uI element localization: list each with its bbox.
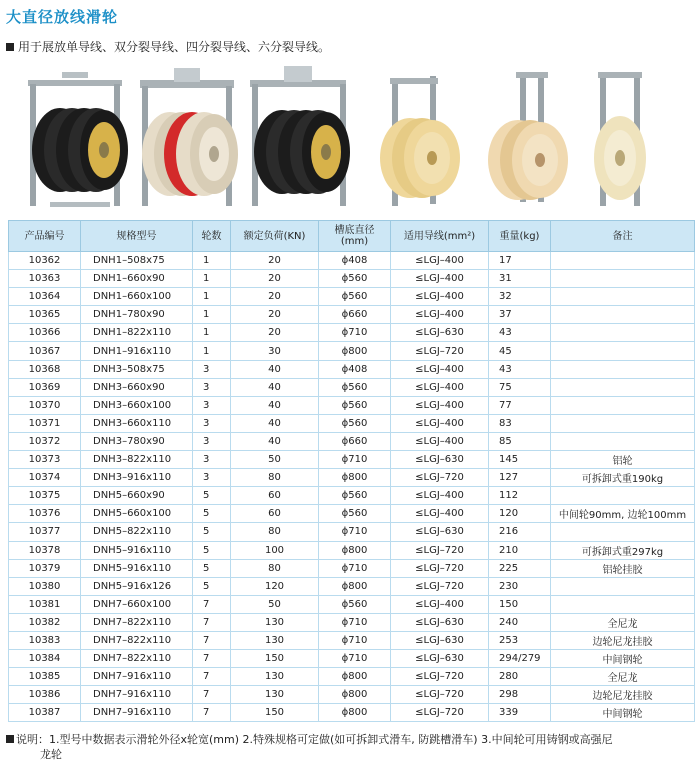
- cell-groove-diameter: ϕ560: [319, 487, 391, 505]
- cell-weight: 210: [489, 541, 551, 559]
- table-row: [9, 342, 695, 360]
- cell-wheel-count: 5: [193, 487, 231, 505]
- cell-wheel-count: 7: [193, 686, 231, 704]
- cell-remarks: [551, 342, 695, 360]
- cell-weight: 150: [489, 595, 551, 613]
- cell-remarks: [551, 595, 695, 613]
- cell-rated-load: 80: [231, 559, 319, 577]
- cell-product-no: 10362: [9, 252, 81, 270]
- cell-conductor: ≤LGJ–400: [391, 414, 489, 432]
- cell-rated-load: 20: [231, 306, 319, 324]
- cell-weight: 339: [489, 704, 551, 722]
- cell-remarks: [551, 523, 695, 541]
- cell-weight: 145: [489, 451, 551, 469]
- cell-remarks: [551, 396, 695, 414]
- spec-table-body: [9, 252, 695, 722]
- wheels-icon: [488, 120, 568, 200]
- cell-product-no: 10386: [9, 686, 81, 704]
- cell-groove-diameter: ϕ560: [319, 595, 391, 613]
- cell-wheel-count: 7: [193, 704, 231, 722]
- cell-wheel-count: 3: [193, 432, 231, 450]
- cell-remarks: [551, 306, 695, 324]
- cell-remarks: [551, 432, 695, 450]
- cell-product-no: 10384: [9, 650, 81, 668]
- wheels-icon: [594, 116, 646, 200]
- cell-weight: 280: [489, 668, 551, 686]
- table-row: [9, 270, 695, 288]
- cell-rated-load: 130: [231, 613, 319, 631]
- cell-wheel-count: 1: [193, 324, 231, 342]
- cell-groove-diameter: ϕ800: [319, 577, 391, 595]
- table-row: [9, 523, 695, 541]
- cell-model: DNH3–508x75: [81, 360, 193, 378]
- wheels-icon: [380, 118, 460, 198]
- cell-product-no: 10385: [9, 668, 81, 686]
- cell-product-no: 10374: [9, 469, 81, 487]
- cell-groove-diameter: ϕ660: [319, 306, 391, 324]
- cell-rated-load: 130: [231, 686, 319, 704]
- cell-product-no: 10364: [9, 288, 81, 306]
- cell-conductor: ≤LGJ–400: [391, 432, 489, 450]
- cell-conductor: ≤LGJ–720: [391, 686, 489, 704]
- cell-remarks: 中间轮90mm, 边轮100mm: [551, 505, 695, 523]
- cell-wheel-count: 5: [193, 523, 231, 541]
- cell-weight: 225: [489, 559, 551, 577]
- cell-product-no: 10381: [9, 595, 81, 613]
- cell-wheel-count: 5: [193, 559, 231, 577]
- cell-product-no: 10373: [9, 451, 81, 469]
- cell-rated-load: 30: [231, 342, 319, 360]
- cell-rated-load: 130: [231, 631, 319, 649]
- notes-line-1: 说明：1.型号中数据表示滑轮外径x轮宽(mm) 2.特殊规格可定做(如可拆卸式滑车, 防跳槽滑车) 3.中间轮可用铸钢或高强尼: [6, 732, 694, 747]
- cell-wheel-count: 5: [193, 541, 231, 559]
- cell-conductor: ≤LGJ–630: [391, 631, 489, 649]
- cell-weight: 112: [489, 487, 551, 505]
- pulley-photo-3: [244, 62, 354, 217]
- cell-groove-diameter: ϕ710: [319, 631, 391, 649]
- cell-conductor: ≤LGJ–400: [391, 306, 489, 324]
- product-photos: [20, 62, 680, 217]
- cell-remarks: 铝轮挂胶: [551, 559, 695, 577]
- table-row: [9, 650, 695, 668]
- cell-weight: 45: [489, 342, 551, 360]
- header-groove-diameter: 槽底直径 (mm): [319, 221, 391, 252]
- cell-model: DNH1–822x110: [81, 324, 193, 342]
- table-row: [9, 306, 695, 324]
- cell-rated-load: 60: [231, 487, 319, 505]
- cell-conductor: ≤LGJ–400: [391, 378, 489, 396]
- cell-weight: 294/279: [489, 650, 551, 668]
- cell-product-no: 10387: [9, 704, 81, 722]
- cell-wheel-count: 7: [193, 650, 231, 668]
- cell-rated-load: 40: [231, 360, 319, 378]
- table-row: [9, 288, 695, 306]
- cell-rated-load: 100: [231, 541, 319, 559]
- cell-remarks: 全尼龙: [551, 613, 695, 631]
- cell-rated-load: 80: [231, 523, 319, 541]
- cell-conductor: ≤LGJ–400: [391, 288, 489, 306]
- cell-rated-load: 40: [231, 414, 319, 432]
- cell-weight: 253: [489, 631, 551, 649]
- cell-rated-load: 40: [231, 378, 319, 396]
- notes-line-2: 龙轮: [40, 748, 62, 761]
- bullet-square-icon: [6, 735, 14, 743]
- table-row: [9, 613, 695, 631]
- cell-wheel-count: 7: [193, 631, 231, 649]
- cell-groove-diameter: ϕ800: [319, 342, 391, 360]
- cell-conductor: ≤LGJ–400: [391, 396, 489, 414]
- cell-conductor: ≤LGJ–630: [391, 451, 489, 469]
- cell-conductor: ≤LGJ–720: [391, 577, 489, 595]
- cell-rated-load: 40: [231, 396, 319, 414]
- notes: [6, 732, 694, 762]
- cell-model: DNH5–916x110: [81, 541, 193, 559]
- cell-remarks: [551, 270, 695, 288]
- cell-wheel-count: 3: [193, 360, 231, 378]
- cell-groove-diameter: ϕ710: [319, 324, 391, 342]
- cell-wheel-count: 5: [193, 577, 231, 595]
- header-rated-load: 额定负荷(KN): [231, 221, 319, 252]
- header-conductor: 适用导线(mm²): [391, 221, 489, 252]
- cell-weight: 37: [489, 306, 551, 324]
- table-row: [9, 396, 695, 414]
- cell-remarks: 全尼龙: [551, 668, 695, 686]
- cell-model: DNH3–660x100: [81, 396, 193, 414]
- cell-remarks: 可拆卸式重297kg: [551, 541, 695, 559]
- cell-conductor: ≤LGJ–720: [391, 342, 489, 360]
- cell-product-no: 10366: [9, 324, 81, 342]
- cell-model: DNH7–822x110: [81, 613, 193, 631]
- cell-model: DNH3–916x110: [81, 469, 193, 487]
- cell-remarks: 铝轮: [551, 451, 695, 469]
- cell-wheel-count: 7: [193, 595, 231, 613]
- cell-conductor: ≤LGJ–400: [391, 595, 489, 613]
- wheels-icon: [32, 108, 128, 192]
- cell-product-no: 10376: [9, 505, 81, 523]
- cell-model: DNH1–916x110: [81, 342, 193, 360]
- cell-conductor: ≤LGJ–630: [391, 324, 489, 342]
- cell-wheel-count: 3: [193, 396, 231, 414]
- pulley-photo-6: [572, 62, 682, 217]
- wheels-icon: [254, 110, 350, 194]
- cell-wheel-count: 7: [193, 668, 231, 686]
- subtitle: [6, 38, 330, 55]
- cell-rated-load: 130: [231, 668, 319, 686]
- cell-weight: 17: [489, 252, 551, 270]
- cell-rated-load: 20: [231, 324, 319, 342]
- cell-weight: 31: [489, 270, 551, 288]
- cell-wheel-count: 1: [193, 252, 231, 270]
- table-row: [9, 469, 695, 487]
- cell-wheel-count: 7: [193, 613, 231, 631]
- cell-conductor: ≤LGJ–400: [391, 487, 489, 505]
- cell-product-no: 10372: [9, 432, 81, 450]
- cell-wheel-count: 3: [193, 378, 231, 396]
- header-model: 规格型号: [81, 221, 193, 252]
- cell-wheel-count: 1: [193, 342, 231, 360]
- cell-groove-diameter: ϕ560: [319, 378, 391, 396]
- table-row: [9, 505, 695, 523]
- cell-product-no: 10363: [9, 270, 81, 288]
- cell-model: DNH1–508x75: [81, 252, 193, 270]
- cell-weight: 216: [489, 523, 551, 541]
- table-row: [9, 559, 695, 577]
- cell-conductor: ≤LGJ–630: [391, 523, 489, 541]
- cell-product-no: 10369: [9, 378, 81, 396]
- table-header-row: [9, 221, 695, 252]
- cell-remarks: 边轮尼龙挂胶: [551, 686, 695, 704]
- cell-weight: 240: [489, 613, 551, 631]
- cell-groove-diameter: ϕ710: [319, 523, 391, 541]
- bullet-square-icon: [6, 43, 14, 51]
- cell-groove-diameter: ϕ710: [319, 559, 391, 577]
- cell-conductor: ≤LGJ–720: [391, 469, 489, 487]
- cell-remarks: [551, 577, 695, 595]
- cell-product-no: 10380: [9, 577, 81, 595]
- header-weight: 重量(kg): [489, 221, 551, 252]
- table-row: [9, 631, 695, 649]
- cell-groove-diameter: ϕ800: [319, 704, 391, 722]
- subtitle-text: 用于展放单导线、双分裂导线、四分裂导线、六分裂导线。: [18, 40, 331, 54]
- cell-conductor: ≤LGJ–720: [391, 541, 489, 559]
- cell-groove-diameter: ϕ800: [319, 668, 391, 686]
- cell-product-no: 10365: [9, 306, 81, 324]
- cell-conductor: ≤LGJ–720: [391, 704, 489, 722]
- cell-wheel-count: 3: [193, 469, 231, 487]
- cell-groove-diameter: ϕ800: [319, 541, 391, 559]
- cell-weight: 120: [489, 505, 551, 523]
- cell-rated-load: 50: [231, 595, 319, 613]
- cell-product-no: 10370: [9, 396, 81, 414]
- cell-weight: 43: [489, 360, 551, 378]
- table-row: [9, 686, 695, 704]
- cell-weight: 77: [489, 396, 551, 414]
- cell-weight: 85: [489, 432, 551, 450]
- cell-product-no: 10379: [9, 559, 81, 577]
- cell-groove-diameter: ϕ560: [319, 288, 391, 306]
- table-row: [9, 324, 695, 342]
- cell-remarks: [551, 288, 695, 306]
- cell-model: DNH7–916x110: [81, 686, 193, 704]
- cell-model: DNH7–822x110: [81, 631, 193, 649]
- cell-model: DNH5–660x100: [81, 505, 193, 523]
- page-title: 大直径放线滑轮: [6, 8, 119, 26]
- pulley-photo-4: [362, 62, 472, 217]
- cell-groove-diameter: ϕ710: [319, 451, 391, 469]
- cell-conductor: ≤LGJ–400: [391, 270, 489, 288]
- cell-wheel-count: 1: [193, 306, 231, 324]
- cell-groove-diameter: ϕ710: [319, 650, 391, 668]
- table-row: [9, 541, 695, 559]
- table-row: [9, 451, 695, 469]
- cell-groove-diameter: ϕ560: [319, 414, 391, 432]
- cell-product-no: 10371: [9, 414, 81, 432]
- cell-conductor: ≤LGJ–720: [391, 559, 489, 577]
- cell-rated-load: 120: [231, 577, 319, 595]
- pulley-photo-1: [20, 62, 130, 217]
- cell-rated-load: 20: [231, 288, 319, 306]
- cell-rated-load: 20: [231, 252, 319, 270]
- cell-groove-diameter: ϕ800: [319, 469, 391, 487]
- cell-rated-load: 50: [231, 451, 319, 469]
- cell-remarks: [551, 378, 695, 396]
- cell-groove-diameter: ϕ560: [319, 396, 391, 414]
- cell-rated-load: 40: [231, 432, 319, 450]
- cell-model: DNH7–916x110: [81, 668, 193, 686]
- cell-remarks: 中间钢轮: [551, 704, 695, 722]
- cell-model: DNH3–780x90: [81, 432, 193, 450]
- cell-weight: 230: [489, 577, 551, 595]
- table-row: [9, 704, 695, 722]
- cell-wheel-count: 1: [193, 270, 231, 288]
- table-row: [9, 252, 695, 270]
- cell-wheel-count: 5: [193, 505, 231, 523]
- cell-conductor: ≤LGJ–630: [391, 613, 489, 631]
- wheels-icon: [142, 112, 238, 196]
- cell-weight: 127: [489, 469, 551, 487]
- cell-model: DNH3–660x90: [81, 378, 193, 396]
- cell-model: DNH7–660x100: [81, 595, 193, 613]
- cell-product-no: 10375: [9, 487, 81, 505]
- cell-model: DNH5–822x110: [81, 523, 193, 541]
- cell-model: DNH1–780x90: [81, 306, 193, 324]
- cell-weight: 83: [489, 414, 551, 432]
- cell-groove-diameter: ϕ710: [319, 613, 391, 631]
- cell-weight: 75: [489, 378, 551, 396]
- header-product-no: 产品编号: [9, 221, 81, 252]
- cell-remarks: [551, 414, 695, 432]
- cell-remarks: 边轮尼龙挂胶: [551, 631, 695, 649]
- cell-weight: 298: [489, 686, 551, 704]
- cell-rated-load: 20: [231, 270, 319, 288]
- cell-groove-diameter: ϕ408: [319, 360, 391, 378]
- cell-conductor: ≤LGJ–400: [391, 505, 489, 523]
- table-row: [9, 487, 695, 505]
- header-remarks: 备注: [551, 221, 695, 252]
- cell-rated-load: 150: [231, 704, 319, 722]
- table-row: [9, 595, 695, 613]
- cell-product-no: 10377: [9, 523, 81, 541]
- cell-remarks: [551, 252, 695, 270]
- cell-model: DNH5–916x126: [81, 577, 193, 595]
- cell-conductor: ≤LGJ–720: [391, 668, 489, 686]
- cell-groove-diameter: ϕ408: [319, 252, 391, 270]
- cell-remarks: [551, 324, 695, 342]
- cell-product-no: 10382: [9, 613, 81, 631]
- cell-rated-load: 150: [231, 650, 319, 668]
- pulley-photo-2: [132, 62, 242, 217]
- cell-conductor: ≤LGJ–400: [391, 360, 489, 378]
- cell-groove-diameter: ϕ560: [319, 270, 391, 288]
- cell-product-no: 10367: [9, 342, 81, 360]
- cell-model: DNH3–822x110: [81, 451, 193, 469]
- cell-conductor: ≤LGJ–400: [391, 252, 489, 270]
- header-wheel-count: 轮数: [193, 221, 231, 252]
- cell-weight: 43: [489, 324, 551, 342]
- table-row: [9, 577, 695, 595]
- cell-model: DNH5–916x110: [81, 559, 193, 577]
- cell-product-no: 10383: [9, 631, 81, 649]
- spec-table: [8, 220, 695, 722]
- table-row: [9, 414, 695, 432]
- cell-conductor: ≤LGJ–630: [391, 650, 489, 668]
- table-row: [9, 360, 695, 378]
- cell-model: DNH7–916x110: [81, 704, 193, 722]
- cell-remarks: 中间钢轮: [551, 650, 695, 668]
- table-row: [9, 432, 695, 450]
- cell-wheel-count: 3: [193, 414, 231, 432]
- cell-remarks: [551, 360, 695, 378]
- cell-model: DNH1–660x90: [81, 270, 193, 288]
- cell-remarks: [551, 487, 695, 505]
- cell-model: DNH7–822x110: [81, 650, 193, 668]
- pulley-photo-5: [472, 62, 582, 217]
- cell-wheel-count: 3: [193, 451, 231, 469]
- table-row: [9, 668, 695, 686]
- cell-rated-load: 60: [231, 505, 319, 523]
- cell-rated-load: 80: [231, 469, 319, 487]
- cell-model: DNH1–660x100: [81, 288, 193, 306]
- cell-model: DNH3–660x110: [81, 414, 193, 432]
- table-row: [9, 378, 695, 396]
- cell-product-no: 10378: [9, 541, 81, 559]
- cell-groove-diameter: ϕ560: [319, 505, 391, 523]
- cell-remarks: 可拆卸式重190kg: [551, 469, 695, 487]
- cell-groove-diameter: ϕ660: [319, 432, 391, 450]
- cell-wheel-count: 1: [193, 288, 231, 306]
- cell-weight: 32: [489, 288, 551, 306]
- cell-model: DNH5–660x90: [81, 487, 193, 505]
- cell-product-no: 10368: [9, 360, 81, 378]
- cell-groove-diameter: ϕ800: [319, 686, 391, 704]
